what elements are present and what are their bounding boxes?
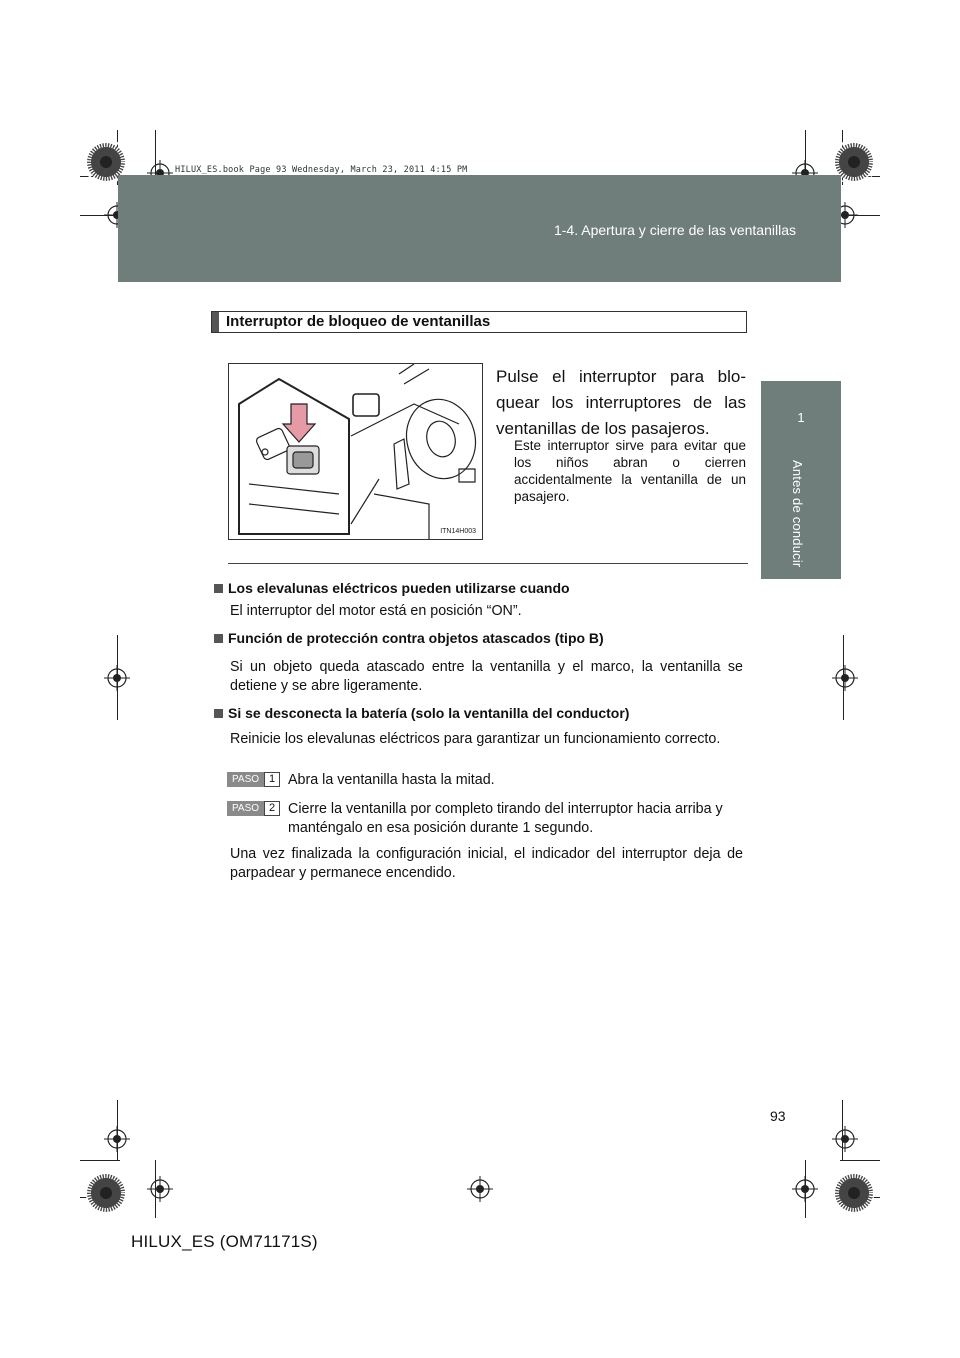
dashboard-illustration-icon (229, 364, 482, 539)
registration-mark-icon (832, 1126, 858, 1152)
section-divider (228, 563, 748, 564)
window-lock-illustration (228, 363, 483, 540)
page-number: 93 (770, 1108, 786, 1124)
footer-model: HILUX_ES (OM71171S) (131, 1232, 318, 1251)
closing-text: Una vez finalizada la configuración inicial, el indicador del interruptor deja de parpadear y permanece encendido. (230, 846, 743, 881)
section-title: 1-4. Apertura y cierre de las ventanillas (553, 222, 796, 238)
bullet-square-icon (214, 634, 223, 643)
section-heading (211, 311, 747, 333)
illustration-code: ITN14H003 (440, 528, 476, 535)
registration-mark-icon (467, 1176, 493, 1202)
registration-mark-icon (832, 665, 858, 691)
bullet-square-icon (214, 584, 223, 593)
step-badge: PASO 1 (227, 772, 279, 787)
chapter-label: Antes de conducir (790, 460, 805, 568)
intro-text: Pulse el interruptor para blo-quear los interruptores de las ventanillas de los pasajeros. (496, 367, 746, 438)
print-stamp: HILUX_ES.book Page 93 Wednesday, March 23, 2011 4:15 PM (175, 165, 468, 175)
registration-mark-icon (104, 665, 130, 691)
heading-bar (212, 312, 219, 332)
step-badge: PASO 2 (227, 801, 279, 816)
step-text: Abra la ventanilla hasta la mitad. (288, 772, 495, 788)
print-rosette-icon (86, 1173, 126, 1213)
bullet-square-icon (214, 709, 223, 718)
item-heading: Si se desconecta la batería (solo la ventanilla del conductor) (214, 705, 629, 721)
item-text: Si un objeto queda atascado entre la ventanilla y el marco, la ventanilla se detiene y se abre ligeramente. (230, 659, 743, 694)
intro-note: Este interruptor sirve para evitar que los niños abran o cierren accidentalmente la ventanilla de un pasajero. (514, 438, 746, 504)
item-heading: Los elevalunas eléctricos pueden utilizarse cuando (214, 580, 570, 596)
item-text: El interruptor del motor está en posición “ON”. (230, 603, 522, 619)
chapter-number: 1 (797, 410, 805, 425)
step-text: Cierre la ventanilla por completo tirando del interruptor hacia arriba y manténgalo en esa posición durante 1 segundo. (288, 801, 723, 836)
registration-mark-icon (147, 1176, 173, 1202)
item-text: Reinicie los elevalunas eléctricos para garantizar un funcionamiento correcto. (230, 731, 721, 747)
section-heading-text: Interruptor de bloqueo de ventanillas (226, 313, 491, 330)
item-heading: Función de protección contra objetos atascados (tipo B) (214, 630, 604, 646)
registration-mark-icon (104, 1126, 130, 1152)
registration-mark-icon (792, 1176, 818, 1202)
print-rosette-icon (834, 1173, 874, 1213)
